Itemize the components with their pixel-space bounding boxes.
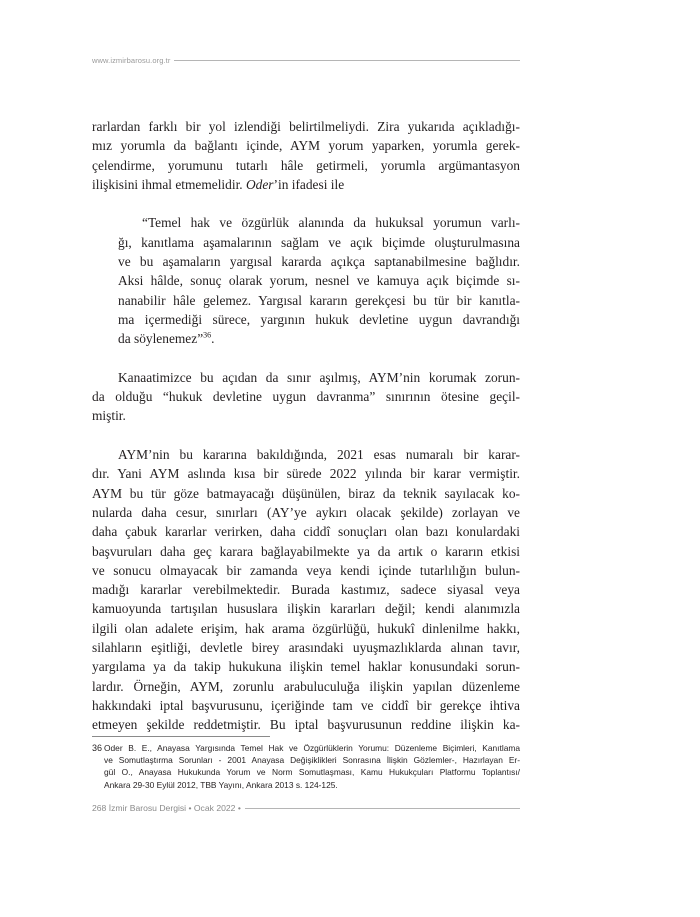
quote-line: [118, 329, 520, 348]
spacer: [92, 426, 520, 445]
block-quote: [118, 213, 520, 348]
footnote-line: ve Somutlaştırma Sorunları - 2001 Anayasa Değişiklikleri Sonrasına İlişkin Gözlemler-, Hazırlayan Er-: [104, 755, 520, 766]
text-line: ve sonucu olmayacak bir zamanda veya kendi içinde tutarlılığın bulun-: [92, 562, 520, 578]
footnote: [92, 742, 520, 791]
text-segment: da söylenemez”: [118, 331, 204, 347]
text-line: madığı kararlar verebilmektedir. Burada kastımız, sadece siyasal veya: [92, 582, 520, 598]
text-line: ilgili olan adalete erişim, hak arama özgürlüğü, hukukî dinlenilme hakkı,: [92, 620, 520, 636]
text-line: etmeyen şekilde reddetmiştir. Bu iptal başvurusunun reddine ilişkin ka-: [92, 717, 520, 733]
text-segment: ilişkisini ihmal etmemelidir.: [92, 176, 246, 192]
footer-rule: [245, 808, 520, 809]
page-body: [92, 117, 520, 735]
text-line: başvuruları daha geç karara bağlayabilmekte ya da artık o kararın etkisi: [92, 543, 520, 559]
quote-line: ğı, kanıtlama aşamalarının sağlam ve açık biçimde oluşturulmasına: [118, 234, 520, 250]
text-line: dır. Yani AYM aslında kısa bir sürede 2022 yılında bir karar vermiştir.: [92, 466, 520, 482]
footnote-number: 36: [92, 743, 103, 753]
header-url: www.izmirbarosu.org.tr: [92, 55, 171, 65]
header-rule: [174, 60, 520, 61]
text-line: silahların eşitliği, devletle birey arasındaki uyuşmazlıklarda alınan tavır,: [92, 640, 520, 656]
spacer: [92, 194, 520, 213]
text-line: daha çabuk kararlar verirken, daha ciddî sonuçları olan bazı konulardaki: [92, 524, 520, 540]
footnote-line: [92, 742, 520, 754]
footnote-separator: [92, 736, 270, 737]
quote-line: ve bu aşamaların yargısal kararda açıkça saptanabilmesine bağlıdır.: [118, 254, 520, 270]
quote-line: “Temel hak ve özgürlük alanında da hukuksal yorumun varlı-: [142, 215, 520, 231]
footnote-reference[interactable]: 36: [203, 330, 212, 340]
footer-text: 268 İzmir Barosu Dergisi • Ocak 2022 •: [92, 803, 241, 813]
text-line: hakkındaki iptal başvurusunu, içeriğinde tam ve ciddî bir gerekçe ihtiva: [92, 697, 520, 713]
text-line: mız yorumla da bağlantı içinde, AYM yorum yaparken, yorumla gerek-: [92, 138, 520, 154]
author-name: Oder: [245, 176, 274, 192]
text-segment: .: [211, 331, 215, 347]
quote-line: ma içermediği sürece, yargının hukuk devletine uygun davrandığı: [118, 311, 520, 327]
text-line: [92, 175, 520, 194]
text-line: rarlardan farklı bir yol izlendiği belirtilmeliydi. Zira yukarıda açıkladığı-: [92, 119, 520, 134]
text-segment: ’in ifadesi ile: [273, 176, 345, 192]
quote-line: Aksi hâlde, sonuç olarak yorum, nesnel ve kamuya açık biçimde sı-: [118, 273, 520, 289]
quote-line: nanabilir hâle gelemez. Yargısal kararın gerekçesi bu tür bir kanıtla-: [118, 292, 520, 308]
paragraph-2: [92, 368, 520, 426]
text-line: nularda daha cesur, sınırları (AY’ye aykırı olacak şekilde) zorlayan ve: [92, 504, 520, 520]
footnote-text: Oder B. E., Anayasa Yargısında Temel Hak ve Özgürlüklerin Yorumu: Düzenleme Biçimleri, Kanıtlama: [104, 743, 520, 753]
text-line: da olduğu “hukuk devletine uygun davranma” sınırının ötesine geçil-: [92, 389, 520, 405]
paragraph-1: [92, 117, 520, 194]
paragraph-3: [92, 445, 520, 734]
text-line: yargılama ya da takip hukukuna ilişkin temel haklar konusundaki sorun-: [92, 659, 520, 675]
text-line: miştir.: [92, 408, 126, 424]
footnote-line: Ankara 29-30 Eylül 2012, TBB Yayını, Ankara 2013 s. 124-125.: [104, 779, 338, 790]
text-line: kamuoyunda tartışılan hususlara ilişkin kararları değil; kendi alanımızla: [92, 601, 520, 617]
footnote-line: gül O., Anayasa Hukukunda Yorum ve Norm Somutlaşması, Kamu Hukukçuları Platformu Toplantısı/: [104, 767, 520, 778]
text-line: lardır. Örneğin, AYM, zorunlu arabuluculuğa ilişkin yapılan düzenleme: [92, 678, 520, 694]
page-header: [92, 53, 520, 67]
spacer: [92, 349, 520, 368]
text-line: çelendirme, yorumunu tutarlı hâle getirmeli, yorumla argümantasyon: [92, 157, 520, 173]
page-footer: [92, 802, 520, 814]
text-line: AYM bu tür göze batmayacağı düşünülen, biraz da teknik sayılacak ko-: [92, 485, 520, 501]
text-line: Kanaatimizce bu açıdan da sınır aşılmış, AYM’nin korumak zorun-: [118, 369, 520, 385]
text-line: AYM’nin bu kararına bakıldığında, 2021 esas numaralı bir karar-: [118, 447, 520, 463]
